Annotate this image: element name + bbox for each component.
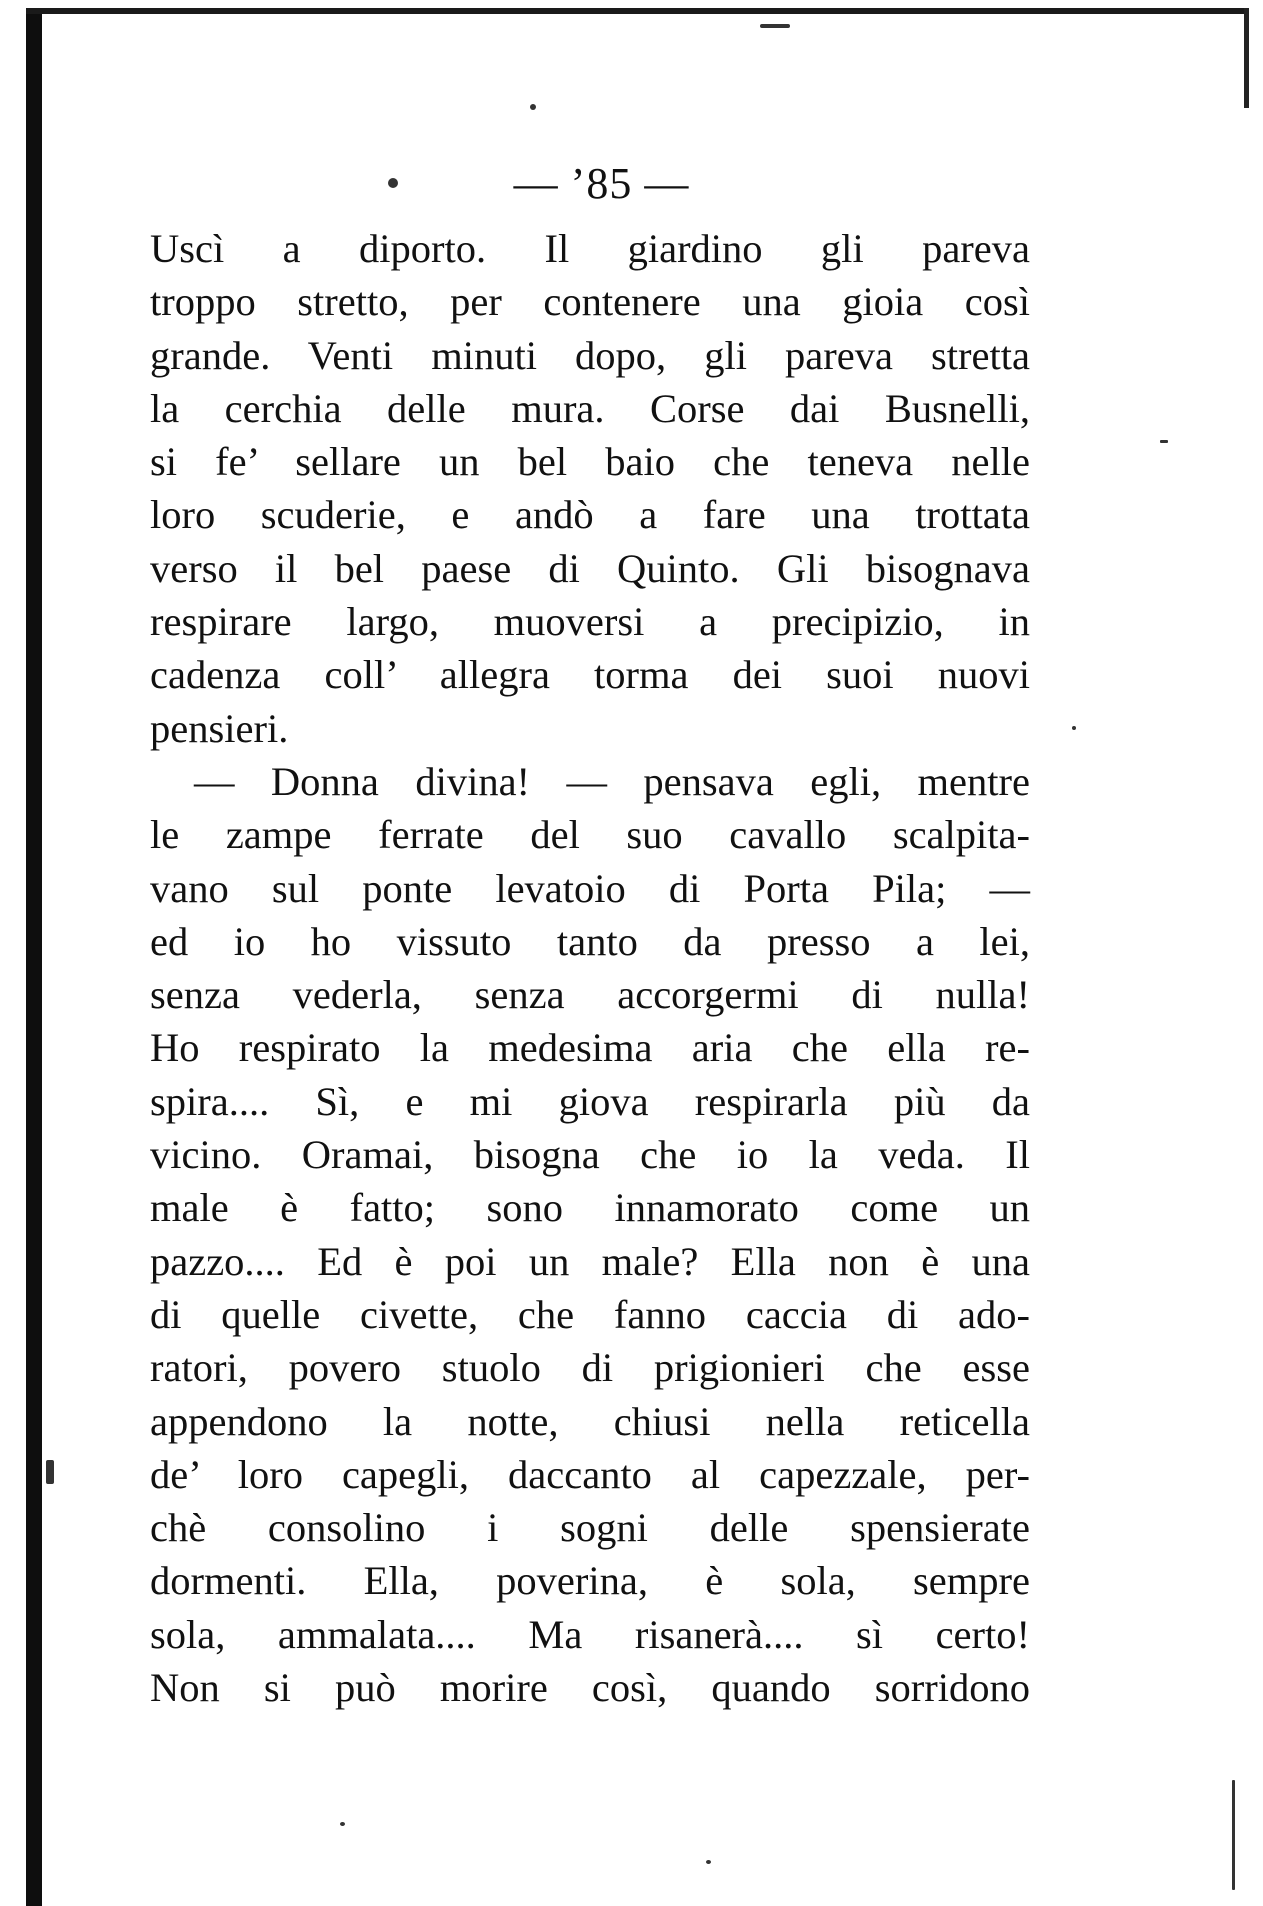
text-line: sola, ammalata.... Ma risanerà.... sì certo! xyxy=(150,1611,1030,1657)
scan-speck xyxy=(1232,1780,1235,1890)
text-line: ratori, povero stuolo di prigionieri che esse xyxy=(150,1345,1030,1391)
text-line: di quelle civette, che fanno caccia di ado- xyxy=(150,1291,1030,1337)
text-line: loro scuderie, e andò a fare una trottata xyxy=(150,492,1030,538)
scan-border-left xyxy=(26,8,42,1906)
text-line: Ho respirato la medesima aria che ella re- xyxy=(150,1025,1030,1071)
page-number: — ’85 — xyxy=(513,159,690,208)
text-line: pazzo.... Ed è poi un male? Ella non è una xyxy=(150,1238,1030,1284)
text-line: dormenti. Ella, poverina, è sola, sempre xyxy=(150,1558,1030,1604)
scan-speck xyxy=(46,1460,54,1484)
paragraph-2 xyxy=(150,755,1030,1714)
scan-speck xyxy=(340,1822,345,1826)
text-line: cadenza coll’ allegra torma dei suoi nuovi xyxy=(150,652,1030,698)
text-line: male è fatto; sono innamorato come un xyxy=(150,1185,1030,1231)
text-line: chè consolino i sogni delle spensierate xyxy=(150,1505,1030,1551)
text-line: si fe’ sellare un bel baio che teneva nelle xyxy=(150,439,1030,485)
scan-speck xyxy=(530,104,536,110)
text-line: spira.... Sì, e mi giova respirarla più da xyxy=(150,1078,1030,1124)
text-line: Non si può morire così, quando sorridono xyxy=(150,1665,1030,1711)
scan-border-right xyxy=(1244,8,1249,108)
text-line: Uscì a diporto. Il giardino gli pareva xyxy=(150,226,1030,271)
scan-speck xyxy=(1160,440,1168,443)
text-line: ed io ho vissuto tanto da presso a lei, xyxy=(150,918,1030,964)
scan-border-top xyxy=(26,8,1248,14)
scan-speck xyxy=(1072,726,1076,730)
text-line: appendono la notte, chiusi nella reticella xyxy=(150,1398,1030,1444)
text-line: le zampe ferrate del suo cavallo scalpita- xyxy=(150,812,1030,858)
text-line: troppo stretto, per contenere una gioia così xyxy=(150,279,1030,325)
scan-speck xyxy=(760,24,790,28)
body-text xyxy=(150,222,1030,1714)
scan-speck xyxy=(706,1860,711,1864)
text-line: de’ loro capegli, daccanto al capezzale, per- xyxy=(150,1451,1030,1497)
paragraph-1 xyxy=(150,222,1030,755)
text-line: la cerchia delle mura. Corse dai Busnelli, xyxy=(150,385,1030,431)
text-line: senza vederla, senza accorgermi di nulla! xyxy=(150,972,1030,1018)
text-line: — Donna divina! — pensava egli, mentre xyxy=(194,758,1030,804)
text-line: pensieri. xyxy=(150,705,289,751)
text-line: vano sul ponte levatoio di Porta Pila; — xyxy=(150,865,1030,911)
text-line: respirare largo, muoversi a precipizio, in xyxy=(150,599,1030,645)
text-line: verso il bel paese di Quinto. Gli bisognava xyxy=(150,545,1030,591)
text-line: grande. Venti minuti dopo, gli pareva stretta xyxy=(150,332,1030,378)
text-line: vicino. Oramai, bisogna che io la veda. Il xyxy=(150,1132,1030,1178)
